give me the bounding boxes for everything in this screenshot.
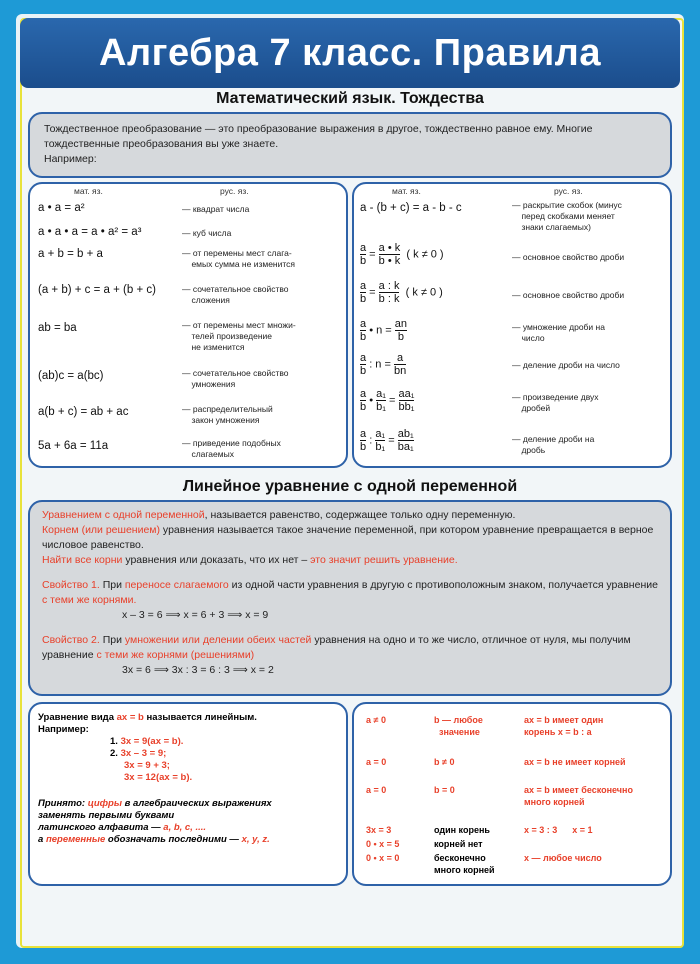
definition-solve: Найти все корни уравнения или доказать, что их нет – это значит решить уравнение. (42, 554, 458, 566)
fraction-desc: — произведение двух дробей (512, 392, 599, 413)
cond-a: a ≠ 0 (366, 715, 386, 725)
fraction-desc: — умножение дроби на число (512, 322, 605, 343)
identity-formula: (ab)c = a(bc) (38, 370, 104, 382)
col-head-math: мат. яз. (74, 186, 103, 196)
identity-formula: a • a = a² (38, 202, 85, 214)
fraction-desc: — раскрытие скобок (минус перед скобками меняет знаки слагаемых) (512, 200, 622, 232)
section2-heading: Линейное уравнение с одной переменной (182, 478, 518, 495)
fraction-desc: — деление дроби на дробь (512, 434, 595, 455)
col-head-rus: рус. яз. (220, 186, 249, 196)
example-solution: x = 3 : 3 x = 1 (524, 825, 593, 835)
fraction-formula: a - (b + c) = a - b - c (360, 202, 462, 214)
fraction-formula: $\frac{a}{b}$ : $\frac{\text{a₁}}{\text{b₁}}$ = $\frac{\text{ab₁}}{\text{ba₁}}$ (360, 428, 414, 453)
fraction-formula: $\frac{a}{b}$ : n = $\frac{a}{bn}$ (360, 352, 407, 377)
property-2: Свойство 2. При умножении или делении обеих частей уравнения на одно и то же число, отличное от нуля, мы получим уравнение с теми же корнями (решениями) (42, 634, 631, 661)
cond-b: b = 0 (434, 785, 455, 795)
identity-formula: a • a • a = a • a² = a³ (38, 226, 142, 238)
fraction-desc: — деление дроби на число (512, 360, 620, 370)
poster-title: Алгебра 7 класс. Правила (20, 18, 680, 88)
property-2-example: 3x = 6 ⟹ 3x : 3 = 6 : 3 ⟹ x = 2 (122, 664, 274, 676)
fraction-desc: — основное свойство дроби (512, 252, 625, 262)
example-label: Например: (38, 724, 89, 735)
fraction-formula: $\frac{a}{b}$ = $\frac{a • k}{b • k}$ ( k ≠ 0 ) (360, 242, 444, 267)
cond-a: a = 0 (366, 757, 387, 767)
example-eq: 3x = 3 (366, 825, 392, 835)
fraction-formula: $\frac{a}{b}$ • $\frac{\text{a₁}}{\text{b₁}}$ = $\frac{\text{aa₁}}{\text{bb₁}}$ (360, 388, 415, 413)
example-eq: 0 • x = 5 (366, 839, 400, 849)
identity-desc: — квадрат числа (182, 204, 250, 214)
fraction-formula: $\frac{a}{b}$ = $\frac{a : k}{b : k}$ ( k ≠ 0 ) (360, 280, 443, 305)
example-solution: x — любое число (524, 853, 602, 863)
section1-example-label: Например: (44, 153, 97, 165)
example-2: 2. 3x – 3 = 9; (110, 748, 167, 759)
identity-desc: — сочетательное свойство сложения (182, 284, 289, 305)
linear-form-def: Уравнение вида ax = b называется линейным. (38, 712, 257, 723)
cond-a: a = 0 (366, 785, 387, 795)
example-roots: бесконечно много корней (434, 853, 495, 875)
identity-formula: a(b + c) = ab + ac (38, 406, 129, 418)
identity-desc: — от перемены мест слага- емых сумма не изменится (182, 248, 296, 269)
convention-note: заменять первыми буквами (38, 810, 175, 821)
example-roots: корней нет (434, 839, 483, 849)
convention-note: латинского алфавита — a, b, c, .... (38, 822, 207, 833)
identity-desc: — приведение подобных слагаемых (182, 438, 281, 459)
section1-heading: Математический язык. Тождества (216, 90, 484, 107)
linear-form-box (28, 702, 348, 886)
definition-equation: Уравнением с одной переменной, называется равенство, содержащее только одну переменную. (42, 509, 516, 521)
section1-intro: Тождественное преобразование — это преобразование выражения в другое, тождественно равное ему. Многие тождественные преобразования вы уже знаете. (44, 123, 593, 150)
example-2-step: 3x = 9 + 3; (124, 760, 170, 771)
col-head-rus: рус. яз. (554, 186, 583, 196)
example-roots: один корень (434, 825, 490, 835)
definition-root: Корнем (или решением) уравнения называется такое значение переменной, при котором уравнение превращается в верное числовое равенство. (42, 524, 654, 551)
example-1: 1. 3x = 9(ax = b). (110, 736, 184, 747)
identities-left-box (28, 182, 348, 468)
identity-formula: a + b = b + a (38, 248, 103, 260)
identity-formula: 5a + 6a = 11a (38, 440, 109, 452)
cond-result: ax = b не имеет корней (524, 757, 626, 767)
identity-desc: — сочетательное свойство умножения (182, 368, 289, 389)
property-1: Свойство 1. При переносе слагаемого из одной части уравнения в другую с противоположным знаком, получается уравнение с теми же корнями. (42, 579, 658, 606)
identity-desc: — куб числа (182, 228, 232, 238)
convention-note: Принято: цифры в алгебраических выражениях (38, 798, 272, 809)
example-2-step: 3x = 12(ax = b). (124, 772, 193, 783)
property-1-example: x – 3 = 6 ⟹ x = 6 + 3 ⟹ x = 9 (122, 609, 269, 621)
col-head-math: мат. яз. (392, 186, 421, 196)
identity-desc: — распределительный закон умножения (182, 404, 273, 425)
cond-result: ax = b имеет один корень x = b : a (524, 715, 604, 737)
linear-equation-box (28, 500, 672, 696)
identities-right-box (352, 182, 672, 468)
cond-result: ax = b имеет бесконечно много корней (524, 785, 633, 807)
section1-intro-box (28, 112, 672, 178)
fraction-desc: — основное свойство дроби (512, 290, 625, 300)
cond-b: b — любое значение (434, 715, 483, 737)
identity-formula: ab = ba (38, 322, 77, 334)
identity-formula: (a + b) + c = a + (b + c) (38, 284, 156, 296)
convention-note: а переменные обозначать последними — x, y, z. (38, 834, 270, 845)
cond-b: b ≠ 0 (434, 757, 455, 767)
example-eq: 0 • x = 0 (366, 853, 400, 863)
identity-desc: — от перемены мест множи- телей произведение не изменится (182, 320, 296, 352)
roots-table-box (352, 702, 672, 886)
fraction-formula: $\frac{a}{b}$ • n = $\frac{an}{b}$ (360, 318, 408, 343)
